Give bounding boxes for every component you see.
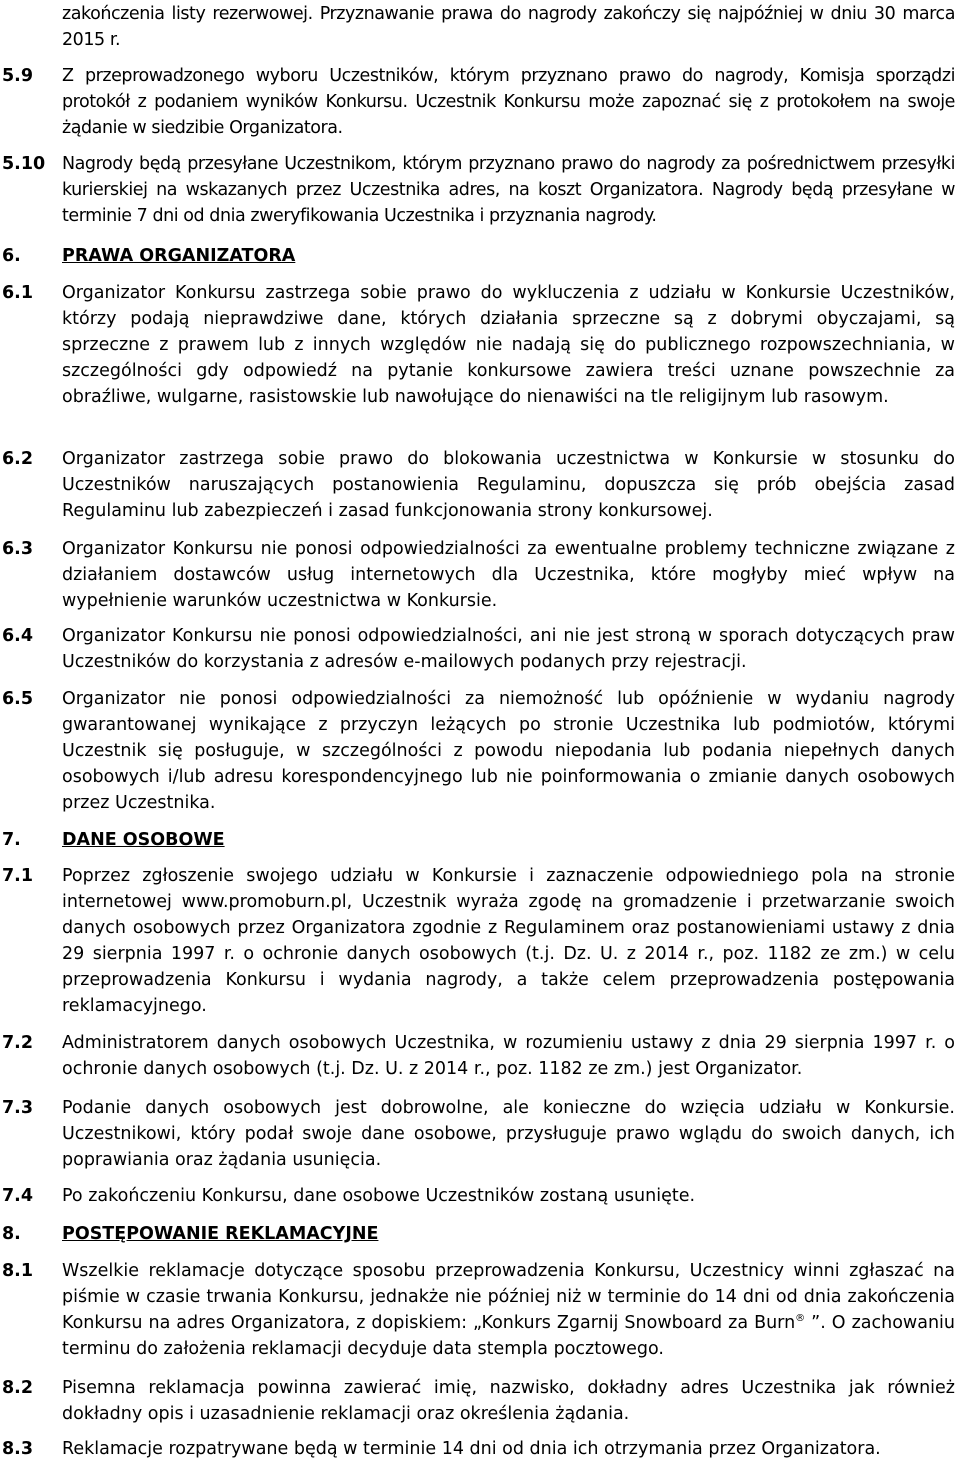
paragraph-text-part: Wszelkie reklamacje dotyczące sposobu przeprowadzenia Konkursu, Uczestnicy winni zgłaszać na piśmie w czasie trwania Konkursu, jednakże nie później niż w terminie do 14 dni od dnia zakończenia Konkursu na adres Organizatora, z dopiskiem: „Konkurs Zgarnij Snowboard za Burn xyxy=(62,1261,955,1333)
paragraph-6-1 xyxy=(0,280,955,410)
paragraph-text: Nagrody będą przesyłane Uczestnikom, którym przyznano prawo do nagrody za pośrednictwem przesyłki kurierskiej na wskazanych przez Uczestnika adres, na koszt Organizatora. Nagrody będą przesyłane w terminie 7 dni od dnia zweryfikowania Uczestnika i przyznania nagrody. xyxy=(62,154,955,226)
section-number: 6. xyxy=(2,246,21,266)
paragraph-6-5 xyxy=(0,686,955,816)
paragraph-7-4 xyxy=(0,1183,955,1209)
section-heading-6 xyxy=(0,243,295,269)
paragraph-text: Reklamacje rozpatrywane będą w terminie 14 dni od dnia ich otrzymania przez Organizatora. xyxy=(62,1439,881,1459)
section-title: PRAWA ORGANIZATORA xyxy=(62,246,296,266)
paragraph-number: 5.10 xyxy=(2,154,46,174)
paragraph-number: 7.4 xyxy=(2,1186,34,1206)
paragraph-text: Po zakończeniu Konkursu, dane osobowe Uczestników zostaną usunięte. xyxy=(62,1186,696,1206)
registered-mark: ® xyxy=(795,1313,806,1325)
paragraph-text: Podanie danych osobowych jest dobrowolne, ale konieczne do wzięcia udziału w Konkursie. Uczestnikowi, który podał swoje dane osobowe, przysługuje prawo wglądu do swoich danych, ich poprawiania oraz żądania usunięcia. xyxy=(62,1098,955,1170)
paragraph-number: 5.9 xyxy=(2,66,34,86)
paragraph-text: Administratorem danych osobowych Uczestnika, w rozumieniu ustawy z dnia 29 sierpnia 1997 r. o ochronie danych osobowych (t.j. Dz. U. z 2014 r., poz. 1182 ze zm.) jest Organizator. xyxy=(62,1033,955,1079)
paragraph-number: 7.3 xyxy=(2,1098,34,1118)
section-heading-8 xyxy=(0,1221,378,1247)
paragraph-6-4 xyxy=(0,623,955,675)
paragraph-text xyxy=(62,1258,955,1362)
paragraph-text: Organizator Konkursu zastrzega sobie prawo do wykluczenia z udziału w Konkursie Uczestników, którzy podają nieprawdziwe dane, których działania sprzeczne są z dobrymi obyczajami, są sprzeczne z prawem lub z innych względów nie nadają się do publicznego rozpowszechniania, w szczególności gdy odpowiedź na pytanie konkursowe zawiera treści uznane powszechnie za obraźliwe, wulgarne, rasistowskie lub nawołujące do nienawiści na tle religijnym lub rasowym. xyxy=(62,283,955,407)
paragraph-text: Poprzez zgłoszenie swojego udziału w Konkursie i zaznaczenie odpowiedniego pola na stronie internetowej www.promoburn.pl, Uczestnik wyraża zgodę na gromadzenie i przetwarzanie swoich danych osobowych przez Organizatora zgodnie z Regulaminem oraz postanowieniami ustawy z dnia 29 sierpnia 1997 r. o ochronie danych osobowych (t.j. Dz. U. z 2014 r., poz. 1182 ze zm.) w celu przeprowadzenia Konkursu i wydania nagrody, a także celem przeprowadzenia postępowania reklamacyjnego. xyxy=(62,866,955,1016)
paragraph-6-3 xyxy=(0,536,955,614)
paragraph-number: 6.5 xyxy=(2,689,34,709)
paragraph-text: Pisemna reklamacja powinna zawierać imię, nazwisko, dokładny adres Uczestnika jak również dokładny opis i uzasadnienie reklamacji oraz określenia żądania. xyxy=(62,1378,955,1424)
paragraph-text: Organizator Konkursu nie ponosi odpowiedzialności za ewentualne problemy techniczne związane z działaniem dostawców usług internetowych dla Uczestnika, które mogłyby mieć wpływ na wypełnienie warunków uczestnictwa w Konkursie. xyxy=(62,539,955,611)
paragraph-6-2 xyxy=(0,446,955,524)
paragraph-number: 7.2 xyxy=(2,1033,34,1053)
section-heading-7 xyxy=(0,827,225,853)
paragraph-7-3 xyxy=(0,1095,955,1173)
section-number: 8. xyxy=(2,1224,21,1244)
paragraph-text: Organizator Konkursu nie ponosi odpowiedzialności, ani nie jest stroną w sporach dotyczących praw Uczestników do korzystania z adresów e-mailowych podanych przy rejestracji. xyxy=(62,626,955,672)
continuation-paragraph xyxy=(0,1,955,53)
paragraph-5-9 xyxy=(0,63,955,141)
paragraph-7-2 xyxy=(0,1030,955,1082)
paragraph-number: 8.3 xyxy=(2,1439,34,1459)
paragraph-number: 6.4 xyxy=(2,626,34,646)
paragraph-text: Organizator nie ponosi odpowiedzialności za niemożność lub opóźnienie w wydaniu nagrody gwarantowanej wynikające z przyczyn leżących po stronie Uczestnika lub podmiotów, którymi Uczestnik się posługuje, w szczególności z powodu niepodania lub podania niepełnych danych osobowych i/lub adresu korespondencyjnego lub nie poinformowania o zmianie danych osobowych przez Uczestnika. xyxy=(62,689,955,813)
paragraph-number: 6.1 xyxy=(2,283,34,303)
paragraph-number: 6.3 xyxy=(2,539,34,559)
paragraph-number: 6.2 xyxy=(2,449,34,469)
paragraph-8-3 xyxy=(0,1436,955,1462)
paragraph-number: 7.1 xyxy=(2,866,34,886)
paragraph-5-10 xyxy=(0,151,955,229)
section-title: DANE OSOBOWE xyxy=(62,830,225,850)
paragraph-8-2 xyxy=(0,1375,955,1427)
paragraph-text: Z przeprowadzonego wyboru Uczestników, którym przyznano prawo do nagrody, Komisja sporządzi protokół z podaniem wyników Konkursu. Uczestnik Konkursu może zapoznać się z protokołem na swoje żądanie w siedzibie Organizatora. xyxy=(62,66,955,138)
paragraph-7-1 xyxy=(0,863,955,1019)
paragraph-text-part: ”. O zachowaniu terminu do założenia reklamacji decyduje data stempla pocztowego. xyxy=(62,1313,955,1359)
paragraph-text: zakończenia listy rezerwowej. Przyznawanie prawa do nagrody zakończy się najpóźniej w dniu 30 marca 2015 r. xyxy=(62,4,955,50)
paragraph-number: 8.2 xyxy=(2,1378,34,1398)
paragraph-text: Organizator zastrzega sobie prawo do blokowania uczestnictwa w Konkursie w stosunku do Uczestników naruszających postanowienia Regulaminu, dopuszcza się prób obejścia zasad Regulaminu lub zabezpieczeń i zasad funkcjonowania strony konkursowej. xyxy=(62,449,955,521)
section-title: POSTĘPOWANIE REKLAMACYJNE xyxy=(62,1224,379,1244)
paragraph-8-1 xyxy=(0,1258,955,1362)
paragraph-number: 8.1 xyxy=(2,1261,34,1281)
section-number: 7. xyxy=(2,830,21,850)
